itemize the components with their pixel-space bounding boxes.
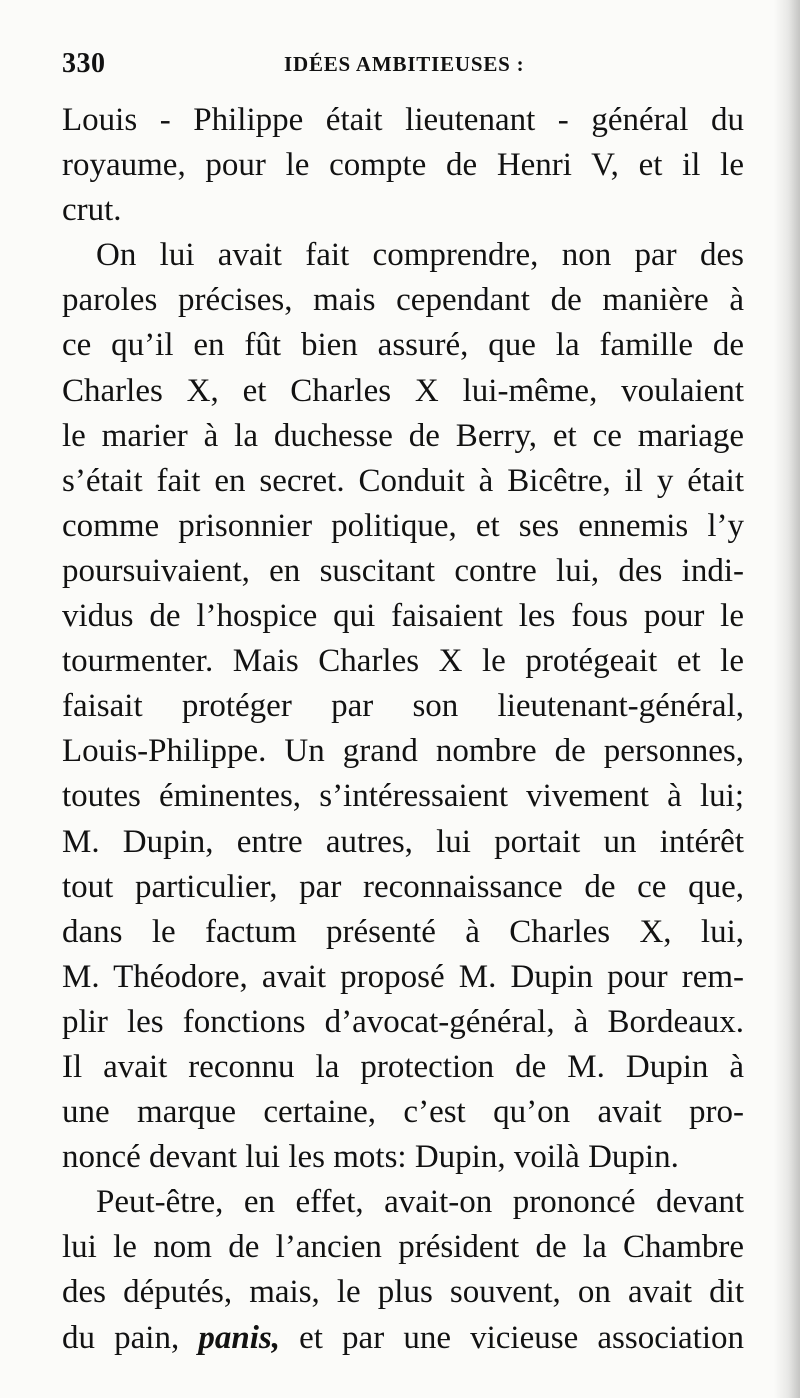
text-line: Il avait reconnu la protection de M. Dupin à [62,1048,744,1085]
text-line: tout particulier, par reconnaissance de ce que, [62,868,744,905]
text-line: crut. [62,192,122,229]
body-text [62,98,744,1361]
page-number: 330 [62,48,106,79]
text-line: dans le factum présenté à Charles X, lui, [62,913,744,950]
text-line: poursuivaient, en suscitant contre lui, des indi- [62,552,744,589]
text-line: On lui avait fait comprendre, non par des [96,237,744,274]
text-line: Louis - Philippe était lieutenant - général du [62,102,744,138]
page-header [62,40,752,84]
text-line: noncé devant lui les mots: Dupin, voilà Dupin. [62,1139,679,1176]
text-line: Peut-être, en effet, avait-on prononcé devant [96,1184,744,1221]
text-line: comme prisonnier politique, et ses ennemis l’y [62,507,744,544]
text-line: paroles précises, mais cependant de manière à [62,282,744,319]
paragraph-2 [62,233,744,1180]
text-line: vidus de l’hospice qui faisaient les fous pour le [62,598,744,635]
text-line: M. Dupin, entre autres, lui portait un intérêt [62,823,744,860]
paragraph-1 [62,98,744,233]
text-line-with-italic [62,1316,744,1361]
text-line: lui le nom de l’ancien président de la Chambre [62,1229,744,1266]
running-title: IDÉES AMBITIEUSES : [284,52,525,76]
text-fragment: et par une vicieuse association [279,1319,744,1356]
italic-word: panis, [198,1319,280,1356]
text-line: le marier à la duchesse de Berry, et ce mariage [62,417,744,454]
text-line: plir les fonctions d’avocat-général, à Bordeaux. [62,1003,744,1040]
text-line: faisait protéger par son lieutenant-général, [62,688,744,725]
text-line: royaume, pour le compte de Henri V, et il le [62,147,744,184]
text-line: toutes éminentes, s’intéressaient vivement à lui; [62,778,744,815]
paragraph-3 [62,1180,744,1360]
text-line: M. Théodore, avait proposé M. Dupin pour rem- [62,958,744,995]
text-fragment: du pain, [62,1319,199,1356]
text-line: s’était fait en secret. Conduit à Bicêtre, il y était [62,462,744,499]
text-line: une marque certaine, c’est qu’on avait pro- [62,1094,744,1131]
text-line: tourmenter. Mais Charles X le protégeait et le [62,643,744,680]
text-line: Louis-Philippe. Un grand nombre de personnes, [62,733,744,770]
text-line: Charles X, et Charles X lui-même, voulaient [62,372,744,409]
page-gutter-shadow [774,0,800,1398]
text-line: ce qu’il en fût bien assuré, que la famille de [62,327,744,364]
text-line: des députés, mais, le plus souvent, on avait dit [62,1274,744,1311]
